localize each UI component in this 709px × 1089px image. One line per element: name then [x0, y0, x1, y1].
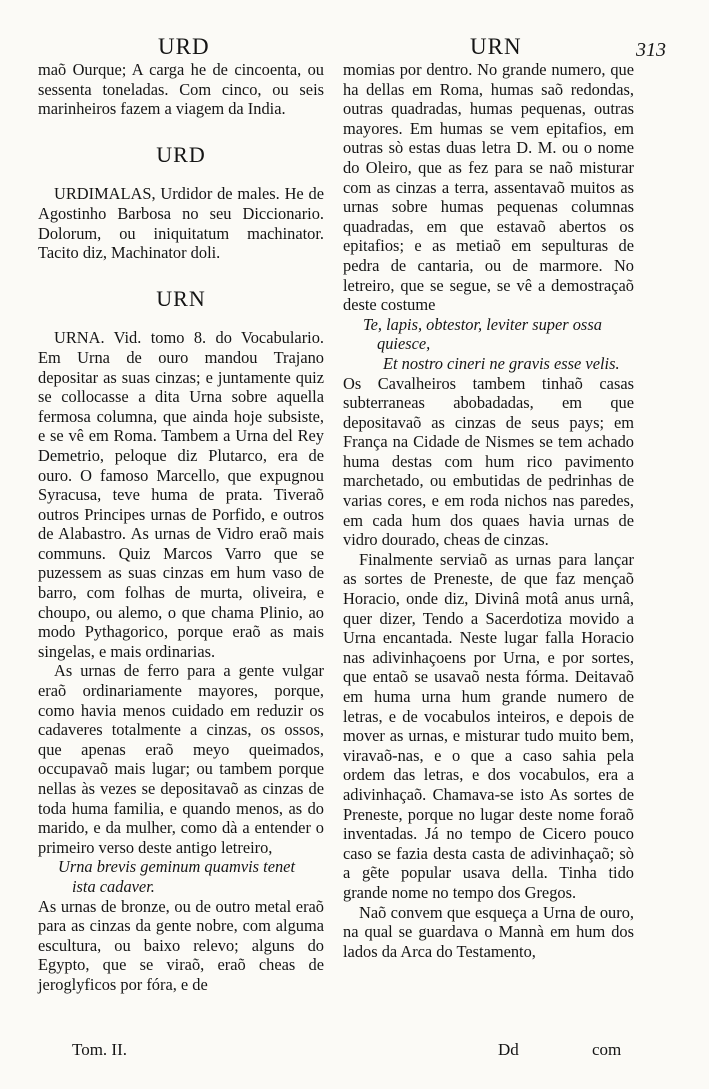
right-column	[343, 60, 634, 961]
left-running-header: URD	[158, 34, 210, 59]
page-number: 313	[636, 39, 666, 61]
paragraph-urna-de-ouro: Naõ convem que esqueça a Urna de ouro, na qual se guardava o Mannà em hum dos lados da Arca do Testamento,	[343, 902, 634, 961]
right-running-header: URN	[470, 34, 522, 59]
section-heading-urn: URN	[156, 285, 206, 311]
left-column	[38, 60, 324, 995]
paragraph-carga: maõ Ourque; A carga he de cincoenta, ou sessenta toneladas. Com cinco, ou seis marinheiros fazem a viagem da India.	[38, 60, 324, 119]
verse-line: Te, lapis, obtestor, leviter super ossa	[363, 314, 602, 334]
verse-line: ista cadaver.	[72, 876, 155, 896]
entry-urna	[38, 328, 324, 661]
verse-line: Urna brevis geminum quamvis tenet	[58, 857, 296, 877]
paragraph-sortes-preneste: Finalmente serviaõ as urnas para lançar as sortes de Preneste, de que faz mençaõ Horacio, onde diz, Divinâ motâ anus urnâ, quer dizer, Tendo a Sacerdotiza movido a Urna encantada. Neste lugar falla Horacio nas adivinhaçoens por Urna, e por sortes, que entaõ se usavaõ nesta fórma. Deitavaõ em huma urna hum grande numero de letras, e de vocabulos inteiros, e depois de mover as urnas, e misturar tudo muito bem, viravaõ-nas, e o que a caso sahia pela ordem das letras, e dos vocabulos, era a adivinhaçaõ. Chamava-se isto As sortes de Preneste, porque no lugar deste nome foraõ inventadas. Já no tempo de Cicero pouco caso se fazia desta casta de adivinhaçaõ; sò a gẽte popular usava della. Tinha tido grande nome no tempo dos Gregos.	[343, 549, 634, 902]
paragraph-urnas-ferro: As urnas de ferro para a gente vulgar eraõ ordinariamente mayores, porque, como havia menos cuidado em reduzir os cadaveres totalmente a cinzas, os ossos, que apenas eraõ meyo queimados, occupavaõ mais lugar; ou tambem porque nellas às vezes se depositavaõ as cinzas de toda huma familia, e quando menos, as do marido, e da mulher, como dà a entender o primeiro verso deste antigo letreiro,	[38, 661, 324, 857]
paragraph-momias: momias por dentro. No grande numero, que ha dellas em Roma, humas saõ redondas, outras quadradas, humas pequenas, outras mayores. Em humas se vem epitafios, em outras sò estas duas letra D. M. ou o nome do Oleiro, que as fez para se naõ misturar com as cinzas a terra, assentavaõ muitos as urnas sobre humas pequenas columnas quadradas, em que estavaõ abertos os epitafios; e as metiaõ em sepulturas de pedra de cantaria, ou de marmore. No letreiro, que se segue, se vê a demostraçaõ deste costume	[343, 60, 634, 315]
entry-headword: URNA.	[54, 328, 105, 348]
entry-headword: URDIMALAS,	[54, 184, 156, 204]
signature-mark: Dd	[498, 1040, 519, 1059]
catchword: com	[592, 1040, 622, 1059]
verse-line: quiesce,	[377, 334, 431, 354]
volume-footer: Tom. II.	[72, 1040, 127, 1059]
verse-line: Et nostro cineri ne gravis esse velis.	[383, 353, 620, 373]
entry-urdimalas	[38, 184, 324, 262]
entry-body: Vid. tomo 8. do Vocabulario. Em Urna de ouro mandou Trajano depositar as suas cinzas; e juntamente quiz se collocasse a dita Urna sobre aquella fermosa columna, que ainda hoje subsiste, e se vê em Roma. Tambem a Urna del Rey Demetrio, peloque diz Plutarco, era de ouro. O famoso Marcello, que expugnou Syracusa, teve huma de prata. Tiveraõ outros Principes urnas de Porfido, e outros de Alabastro. As urnas de Vidro eraõ mais communs. Quiz Marcos Varro que se puzessem as suas cinzas em hum vaso de barro, com folhas de murta, oliveira, e choupo, ou alemo, o que chama Plinio, ao modo Pythagorico, porque eraõ as mais singelas, e mais ordinarias.	[38, 328, 324, 661]
entry-body: Urdidor de males. He de Agostinho Barbosa no seu Diccionario. Dolorum, ou iniquitatum machinator. Tacito diz, Machinator doli.	[38, 184, 324, 263]
paragraph-cavalheiros: Os Cavalheiros tambem tinhaõ casas subterraneas abobadadas, em que depositavaõ as cinzas de seus pays; em França na Cidade de Nismes se tem achado huma destas com hum rico pavimento marchetado, ou embutidas de pedrinhas de varias cores, e em roda nichos nas paredes, em cada hum dos quaes havia urnas de vidro dourado, cheas de cinzas.	[343, 373, 634, 550]
paragraph-urnas-bronze: As urnas de bronze, ou de outro metal eraõ para as cinzas da gente nobre, com alguma escultura, ou baixo relevo; alguns do Egypto, que se viraõ, eraõ cheas de jeroglyficos por fóra, e de	[38, 896, 324, 994]
section-heading-urd: URD	[156, 141, 206, 167]
